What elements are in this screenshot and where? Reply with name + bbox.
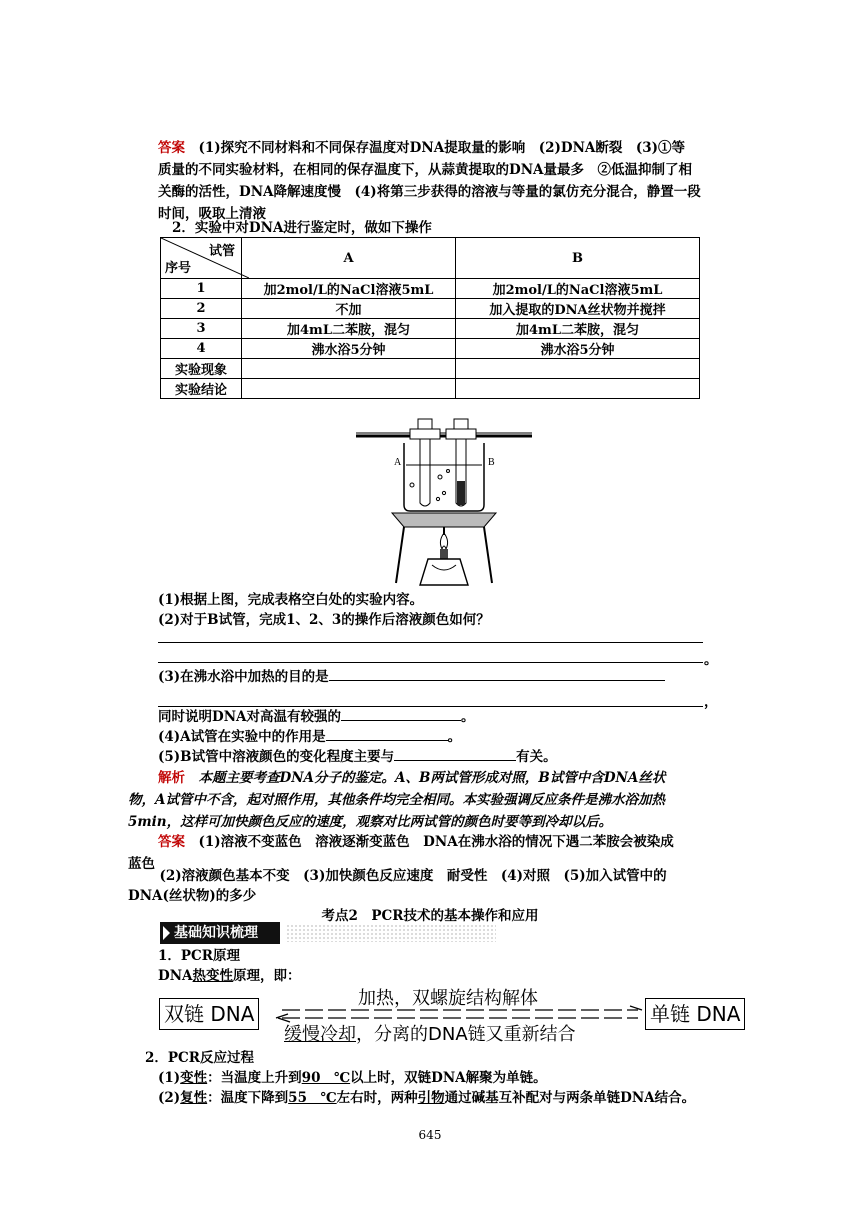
table-row — [161, 359, 700, 379]
cell-a: 加4mL二苯胺，混匀 — [242, 319, 456, 339]
cell-b: 加2mol/L的NaCl溶液5mL — [456, 279, 700, 299]
single-strand-box: 单链 DNA — [645, 998, 745, 1030]
analysis-line1: 解析 本题主要考查DNA分子的鉴定。A、B两试管形成对照，B试管中含DNA丝状 — [158, 770, 666, 786]
table-row — [161, 339, 700, 359]
row-number: 4 — [161, 339, 242, 359]
sub-question-3: (3)在沸水浴中加热的目的是 — [158, 666, 738, 687]
sub-question-4: (4)A试管在实验中的作用是 。 — [158, 726, 738, 747]
table-row — [161, 299, 700, 319]
table-row — [161, 279, 700, 299]
answer1-line3: 关酶的活性，DNA降解速度慢 (4)将第三步获得的溶液与等量的氯仿充分混合，静置一段 — [158, 184, 701, 200]
answer2-line3: (2)溶液颜色基本不变 (3)加快颜色反应速度 耐受性 (4)对照 (5)加入试管中的 — [146, 868, 667, 884]
answer-label: 答案 — [158, 140, 185, 156]
double-strand-box: 双链 DNA — [159, 998, 259, 1030]
cell-empty — [242, 359, 456, 379]
answer2-line1: 答案 (1)溶液不变蓝色 溶液逐渐变蓝色 DNA在沸水浴的情况下遇二苯胺会被染成 — [158, 834, 674, 850]
answer1-line1: 答案 (1)探究不同材料和不同保存温度对DNA提取量的影响 (2)DNA断裂 (3)①等 — [158, 140, 686, 156]
sub-question-5: (5)B试管中溶液颜色的变化程度主要与 有关。 — [158, 746, 738, 767]
analysis-line3: 5min，这样可加快颜色反应的速度，观察对比两试管的颜色时要等到冷却以后。 — [128, 814, 613, 830]
answer-blank — [326, 726, 448, 741]
arrow-bottom-label: 缓慢冷却，分离的DNA链又重新结合 — [284, 1024, 576, 1045]
answer1-line4: 时间，吸取上清液 — [158, 206, 266, 222]
answer-blank — [158, 642, 703, 643]
dotted-decoration — [286, 924, 496, 942]
cell-a: 加2mol/L的NaCl溶液5mL — [242, 279, 456, 299]
corner-top-label: 试管 — [208, 244, 235, 259]
analysis-label: 解析 — [158, 770, 185, 786]
water-bath-apparatus-figure — [352, 415, 536, 590]
sub-question-3b: 同时说明DNA对高温有较强的 。 — [158, 706, 738, 727]
label-b: B — [488, 457, 495, 468]
arrow-top-label: 加热，双螺旋结构解体 — [358, 988, 538, 1009]
pcr-heading-1: 1．PCR原理 — [158, 948, 241, 964]
answer-blank — [329, 666, 665, 681]
answer-blank — [394, 746, 516, 761]
answer1-line2: 质量的不同实验材料，在相同的保存温度下，从蒜黄提取的DNA量最多 ②低温抑制了相 — [158, 162, 693, 178]
cell-a: 不加 — [242, 299, 456, 319]
answer-blank — [158, 662, 703, 663]
answer2-line4: DNA(丝状物)的多少 — [128, 888, 257, 904]
knowledge-bar: 基础知识梳理 — [160, 922, 280, 944]
answer-label: 答案 — [158, 834, 185, 850]
sub-question-1: (1)根据上图，完成表格空白处的实验内容。 — [158, 592, 424, 608]
label-a: A — [394, 457, 402, 468]
row-number: 2 — [161, 299, 242, 319]
table-corner-cell — [161, 238, 242, 279]
cell-b: 沸水浴5分钟 — [456, 339, 700, 359]
cell-b: 加4mL二苯胺，混匀 — [456, 319, 700, 339]
experiment-table — [160, 237, 700, 399]
column-header-b: B — [456, 238, 700, 279]
question2-title: 2．实验中对DNA进行鉴定时，做如下操作 — [172, 220, 432, 236]
cell-b: 加入提取的DNA丝状物并搅拌 — [456, 299, 700, 319]
table-row — [161, 319, 700, 339]
row-conclusion-label: 实验结论 — [161, 379, 242, 399]
table-row — [161, 379, 700, 399]
pcr-principle-line: DNA热变性原理，即： — [158, 968, 301, 984]
cell-empty — [456, 359, 700, 379]
corner-bottom-label: 序号 — [165, 261, 192, 276]
comma-mark: ， — [704, 694, 718, 710]
cell-a: 沸水浴5分钟 — [242, 339, 456, 359]
period-mark: 。 — [704, 652, 718, 668]
analysis-line2: 物，A试管中不含，起对照作用，其他条件均完全相同。本实验强调反应条件是沸水浴加热 — [128, 792, 665, 808]
row-phenomenon-label: 实验现象 — [161, 359, 242, 379]
pcr-step-2: (2)复性：温度下降到55 ℃左右时，两种引物通过碱基互补配对与两条单链DNA结合。 — [158, 1090, 696, 1106]
page-number: 645 — [418, 1128, 442, 1142]
pcr-step-1: (1)变性：当温度上升到90 ℃以上时，双链DNA解聚为单链。 — [158, 1070, 547, 1086]
sub-question-2: (2)对于B试管，完成1、2、3的操作后溶液颜色如何？ — [158, 612, 490, 628]
answer-blank — [341, 706, 461, 721]
cell-empty — [242, 379, 456, 399]
column-header-a: A — [242, 238, 456, 279]
row-number: 3 — [161, 319, 242, 339]
row-number: 1 — [161, 279, 242, 299]
pcr-heading-2: 2．PCR反应过程 — [145, 1050, 255, 1066]
section-title: 考点2 PCR技术的基本操作和应用 — [321, 908, 539, 924]
answer2-line2: 蓝色 — [128, 856, 155, 872]
cell-empty — [456, 379, 700, 399]
